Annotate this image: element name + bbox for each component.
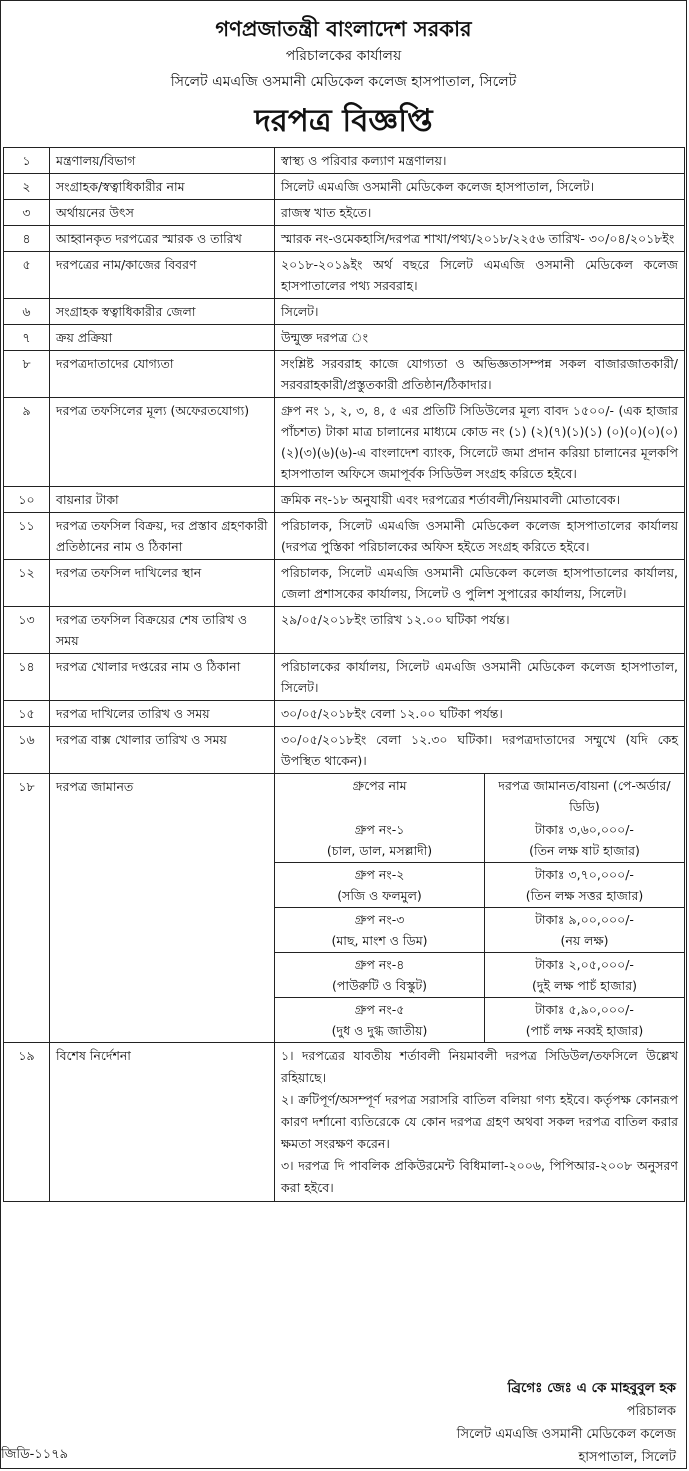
institution-title: সিলেট এমএজি ওসমানী মেডিকেল কলেজ হাসপাতাল, সিলেট [170,74,517,90]
row-number: ১৫ [4,701,50,727]
row-value: ৩০/০৫/২০১৮ইং বেলা ১২.০০ ঘটিকা পর্যন্ত। [275,701,685,727]
row-number: ৯ [4,398,50,487]
signatory-org-line1: সিলেট এমএজি ওসমানী মেডিকেল কলেজ [456,1427,676,1442]
group-cell [275,818,485,863]
group-name: গ্রুপ নং-৫ [354,1002,405,1017]
row-number: ১৪ [4,654,50,701]
tender-row [4,487,685,513]
row-label: সংগ্রাহক/স্বত্বাধিকারীর নাম [50,174,275,200]
row-value: পরিচালক, সিলেট এমএজি ওসমানী মেডিকেল কলেজ হাসপাতালের কার্যালয়, জেলা প্রশাসকের কার্যালয়, সিলেট ও পুলিশ সুপারের কার্যালয়, সিলেট। [275,560,685,607]
row-value: গ্রুপ নং ১, ২, ৩, ৪, ৫ এর প্রতিটি সিডিউলের মূল্য বাবদ ১৫০০/- (এক হাজার পাঁচশত) টাকা মাত্র চালানের মাধ্যমে কোড নং (১) (২)(৭)(১)(১) (০)(০)(০)(০) (২)(৩)(৬)(৬)-এ বাংলাদেশ ব্যাংক, সিলেটে জমা প্রদান করিয়া চালানের মূলকপি হাসপাতাল অফিসে জমাপূর্বক সিডিউল সংগ্রহ করিতে হইবে। [275,398,685,487]
tender-row [4,252,685,299]
group-cell [275,908,485,953]
group-column-header: গ্রুপের নাম [275,774,485,818]
tender-row [4,174,685,200]
signature-block [266,1377,686,1469]
row-label: ক্রয় প্রক্রিয়া [50,325,275,351]
amount-cell [485,863,685,908]
amount-cell [485,998,685,1043]
row-number: ১৩ [4,607,50,654]
row-number: ১৬ [4,727,50,774]
tender-details-table [3,147,685,1202]
row-value: স্বাস্থ্য ও পরিবার কল্যাণ মন্ত্রণালয়। [275,148,685,174]
instruction-item: ৩। দরপত্র দি পাবলিক প্রকিউরমেন্ট বিধিমালা-২০০৬, পিপিআর-২০০৮ অনুসরণ করা হইবে। [281,1158,678,1195]
group-amount-words: (তিন লক্ষ সত্তর হাজার) [525,888,644,903]
government-title: গণপ্রজাতন্ত্রী বাংলাদেশ সরকার [215,17,472,41]
group-cell [275,863,485,908]
row-number: ৩ [4,200,50,226]
row-number: ৮ [4,351,50,398]
group-items: (দুধ ও দুগ্ধ জাতীয়) [331,1023,428,1038]
tender-row [4,654,685,701]
row-label: দরপত্র বাক্স খোলার তারিখ ও সময় [50,727,275,774]
row-number: ১২ [4,560,50,607]
row-number: ৫ [4,252,50,299]
row-label: বিশেষ নির্দেশনা [50,1043,275,1202]
amount-cell [485,818,685,863]
group-name: গ্রুপ নং-৩ [354,912,405,927]
row-value: সিলেট এমএজি ওসমানী মেডিকেল কলেজ হাসপাতাল, সিলেট। [275,174,685,200]
signatory-org-line2: হাসপাতাল, সিলেট [578,1450,676,1465]
row-number: ২ [4,174,50,200]
amount-cell [485,953,685,998]
group-items: (চাল, ডাল, মসল্লাদী) [326,843,433,858]
row-label: দরপত্র দাখিলের তারিখ ও সময় [50,701,275,727]
row-value: ৩০/০৫/২০১৮ইং বেলা ১২.৩০ ঘটিকা। দরপত্রদাতাদের সম্মুখে (যদি কেহ উপস্থিত থাকেন)। [275,727,685,774]
row-number: ৬ [4,299,50,325]
row-label: আহ্বানকৃত দরপত্রের স্মারক ও তারিখ [50,226,275,252]
group-amount-words: (দুই লক্ষ পাচঁ হাজার) [532,978,637,993]
group-name: গ্রুপ নং-১ [354,822,405,837]
tender-rows [4,148,685,1202]
group-items: (পাউরুটি ও বিস্কুট) [331,978,428,993]
row-number: ১০ [4,487,50,513]
row-value: রাজস্ব খাত হইতে। [275,200,685,226]
tender-row [4,513,685,560]
row-value: ২৯/০৫/২০১৮ইং তারিখ ১২.০০ ঘটিকা পর্যন্ত। [275,607,685,654]
security-group-row [275,863,684,908]
row-value: উন্মুক্ত দরপত্র ং [275,325,685,351]
notice-header [1,1,686,147]
row-value: সংশ্লিষ্ট সরবরাহ কাজে যোগ্যতা ও অভিজ্ঞতাসম্পন্ন সকল বাজারজাতকারী/সরবরাহকারী/প্রস্তুতকারী প্রতিষ্ঠান/ঠিকাদার। [275,351,685,398]
row-value: ২০১৮-২০১৯ইং অর্থ বছরে সিলেট এমএজি ওসমানী মেডিকেল কলেজ হাসপাতালের পথ্য সরবরাহ। [275,252,685,299]
tender-row [4,325,685,351]
row-label: দরপত্রদাতাদের যোগ্যতা [50,351,275,398]
security-group-row [275,818,684,863]
row-label: দরপত্র তফসিল বিক্রয়, দর প্রস্তাব গ্রহণকারী প্রতিষ্ঠানের নাম ও ঠিকানা [50,513,275,560]
row-label: বায়নার টাকা [50,487,275,513]
amount-cell [485,908,685,953]
row-value: ক্রমিক নং-১৮ অনুযায়ী এবং দরপত্রের শর্তাবলী/নিয়মাবলী মোতাবেক। [275,487,685,513]
row-value: স্মারক নং-ওমেকহাসি/দরপত্র শাখা/পথ্য/২০১৮/২২৫৬ তারিখ- ৩০/০৪/২০১৮ইং [275,226,685,252]
row-label: দরপত্র তফসিলের মূল্য (অফেরতযোগ্য) [50,398,275,487]
security-table [275,774,684,1042]
tender-row [4,351,685,398]
security-group-row [275,953,684,998]
instruction-item: ১। দরপত্রের যাবতীয় শর্তাবলী নিয়মাবলী দরপত্র সিডিউল/তফসিলে উল্লেখ রহিয়াছে। [281,1048,678,1085]
row-number: ৭ [4,325,50,351]
group-amount-words: (তিন লক্ষ ষাট হাজার) [529,843,640,858]
row-label: দরপত্র খোলার দপ্তরের নাম ও ঠিকানা [50,654,275,701]
row-label: অর্থায়নের উৎস [50,200,275,226]
group-amount: টাকাঃ ৫,৯০,০০০/- [535,1002,634,1017]
group-cell [275,953,485,998]
row-number: ১১ [4,513,50,560]
tender-row [4,226,685,252]
tender-row [4,701,685,727]
group-amount: টাকাঃ ৯,০০,০০০/- [535,912,634,927]
footer-code: জিডি-১১৭৯ [1,1447,69,1462]
tender-row [4,148,685,174]
row-label: দরপত্র তফসিল বিক্রয়ের শেষ তারিখ ও সময় [50,607,275,654]
row-label: সংগ্রাহক স্বত্বাধিকারীর জেলা [50,299,275,325]
row-label: মন্ত্রণালয়/বিভাগ [50,148,275,174]
group-amount-words: (পাচঁ লক্ষ নব্বই হাজার) [525,1023,644,1038]
row-label: দরপত্রের নাম/কাজের বিবরণ [50,252,275,299]
group-name: গ্রুপ নং-২ [354,867,405,882]
instructions-list [275,1043,685,1202]
group-items: (মাছ, মাংশ ও ডিম) [331,933,428,948]
row-number: ১৮ [4,774,50,1043]
row-value: সিলেট। [275,299,685,325]
group-amount: টাকাঃ ৩,৭০,০০০/- [535,867,634,882]
group-amount: টাকাঃ ২,০৫,০০০/- [535,957,634,972]
row-label: দরপত্র তফসিল দাখিলের স্থান [50,560,275,607]
group-cell [275,998,485,1043]
security-grid [275,774,685,1043]
tender-row [4,727,685,774]
office-title: পরিচালকের কার্যালয় [285,48,402,64]
security-group-row [275,908,684,953]
row-number: ৪ [4,226,50,252]
row-value: পরিচালক, সিলেট এমএজি ওসমানী মেডিকেল কলেজ হাসপাতালের কার্যালয় (দরপত্র পুস্তিকা পরিচালকের অফিস হইতে সংগ্রহ করিতে হইবে। [275,513,685,560]
tender-row [4,607,685,654]
group-amount: টাকাঃ ৩,৬০,০০০/- [535,822,634,837]
group-items: (সজি ও ফলমুল) [337,888,422,903]
group-amount-words: (নয় লক্ষ) [560,933,609,948]
tender-row [4,200,685,226]
group-name: গ্রুপ নং-৪ [354,957,405,972]
tender-row [4,299,685,325]
row-label: দরপত্র জামানত [50,774,275,1043]
tender-row [4,398,685,487]
notice-title: দরপত্র বিজ্ঞপ্তি [254,103,433,139]
row-number: ১ [4,148,50,174]
amount-column-header: দরপত্র জামানত/বায়না (পে-অর্ডার/ডিডি) [498,778,671,814]
tender-row [4,560,685,607]
instructions-row [4,1043,685,1202]
row-value: পরিচালকের কার্যালয়, সিলেট এমএজি ওসমানী মেডিকেল কলেজ হাসপাতাল, সিলেট। [275,654,685,701]
security-group-row [275,998,684,1043]
security-row [4,774,685,1043]
security-header-row [275,774,684,818]
signatory-name: ব্রিগেঃ জেঃ এ কে মাহবুবুল হক [507,1380,676,1396]
signatory-designation: পরিচালক [626,1404,676,1419]
instruction-item: ২। ক্রটিপূর্ণ/অসম্পূর্ণ দরপত্র সরাসরি বাতিল বলিয়া গণ্য হইবে। কর্তৃপক্ষ কোনরূপ কারণ দর্শানো ব্যতিরেকে যে কোন দরপত্র গ্রহণ অথবা সকল দরপত্র বাতিল করার ক্ষমতা সংরক্ষণ করেন। [281,1092,678,1151]
row-number: ১৯ [4,1043,50,1202]
